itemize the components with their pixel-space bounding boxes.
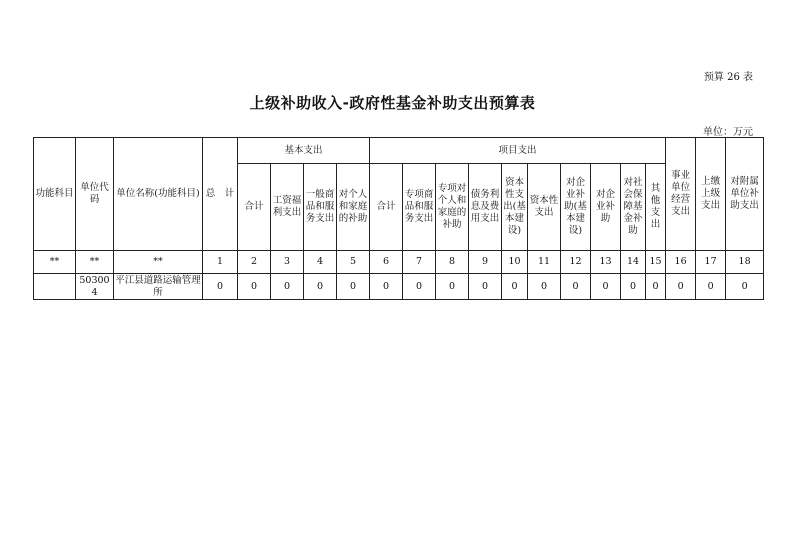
data-cell: 0 bbox=[502, 274, 528, 300]
header-basic-col: 一般商品和服务支出 bbox=[304, 164, 337, 251]
index-cell: 3 bbox=[271, 251, 304, 274]
data-cell: 0 bbox=[646, 274, 666, 300]
header-subsidiary: 对附属单位补助支出 bbox=[726, 138, 764, 251]
index-cell: 9 bbox=[469, 251, 502, 274]
data-cell: 0 bbox=[271, 274, 304, 300]
index-cell: 16 bbox=[666, 251, 696, 274]
data-cell: 0 bbox=[238, 274, 271, 300]
header-project-col: 专项对个人和家庭的补助 bbox=[436, 164, 469, 251]
data-cell: 0 bbox=[561, 274, 591, 300]
header-project: 项目支出 bbox=[370, 138, 666, 164]
unit-label: 单位：万元 bbox=[703, 127, 753, 138]
header-project-col: 对社会保障基金补助 bbox=[621, 164, 646, 251]
header-basic: 基本支出 bbox=[238, 138, 370, 164]
index-cell: 12 bbox=[561, 251, 591, 274]
data-cell: 0 bbox=[403, 274, 436, 300]
index-cell: 14 bbox=[621, 251, 646, 274]
header-project-col: 合计 bbox=[370, 164, 403, 251]
index-row bbox=[34, 251, 764, 274]
index-cell: 15 bbox=[646, 251, 666, 274]
data-cell bbox=[34, 274, 76, 300]
header-unit-name: 单位名称(功能科目) bbox=[114, 138, 203, 251]
header-project-col: 资本性支出(基本建设) bbox=[502, 164, 528, 251]
index-cell: 10 bbox=[502, 251, 528, 274]
header-project-col: 对企业补助 bbox=[591, 164, 621, 251]
header-project-col: 资本性支出 bbox=[528, 164, 561, 251]
index-cell: ** bbox=[34, 251, 76, 274]
header-unit-code: 单位代码 bbox=[76, 138, 114, 251]
header-basic-col: 工资福利支出 bbox=[271, 164, 304, 251]
index-cell: 1 bbox=[203, 251, 238, 274]
data-cell-unit-code: 503004 bbox=[76, 274, 114, 300]
index-cell: 17 bbox=[696, 251, 726, 274]
index-cell: 4 bbox=[304, 251, 337, 274]
data-cell: 0 bbox=[436, 274, 469, 300]
index-cell: 8 bbox=[436, 251, 469, 274]
header-total: 总 计 bbox=[203, 138, 238, 251]
header-project-col: 债务利息及费用支出 bbox=[469, 164, 502, 251]
data-cell: 0 bbox=[621, 274, 646, 300]
header-upper: 上缴上级支出 bbox=[696, 138, 726, 251]
header-biz-op: 事业单位经营支出 bbox=[666, 138, 696, 251]
header-project-col: 专项商品和服务支出 bbox=[403, 164, 436, 251]
data-cell: 0 bbox=[304, 274, 337, 300]
index-cell: 18 bbox=[726, 251, 764, 274]
data-cell: 0 bbox=[528, 274, 561, 300]
index-cell: 13 bbox=[591, 251, 621, 274]
data-cell: 0 bbox=[696, 274, 726, 300]
header-project-col: 对企业补助(基本建设) bbox=[561, 164, 591, 251]
data-cell: 0 bbox=[469, 274, 502, 300]
index-cell: 7 bbox=[403, 251, 436, 274]
data-cell: 0 bbox=[726, 274, 764, 300]
header-basic-col: 对个人和家庭的补助 bbox=[337, 164, 370, 251]
index-cell: ** bbox=[76, 251, 114, 274]
page-label: 预算 26 表 bbox=[703, 72, 753, 83]
index-cell: 5 bbox=[337, 251, 370, 274]
index-cell: 6 bbox=[370, 251, 403, 274]
table-row bbox=[34, 274, 764, 300]
data-cell: 0 bbox=[337, 274, 370, 300]
data-cell: 0 bbox=[666, 274, 696, 300]
index-cell: 11 bbox=[528, 251, 561, 274]
header-basic-col: 合计 bbox=[238, 164, 271, 251]
index-cell: 2 bbox=[238, 251, 271, 274]
header-func-subject: 功能科目 bbox=[34, 138, 76, 251]
data-cell: 0 bbox=[203, 274, 238, 300]
data-cell-unit-name: 平江县道路运输管理所 bbox=[115, 274, 201, 298]
data-cell: 0 bbox=[591, 274, 621, 300]
data-cell: 0 bbox=[370, 274, 403, 300]
page-title: 上级补助收入-政府性基金补助支出预算表 bbox=[249, 94, 536, 112]
budget-table bbox=[33, 137, 764, 300]
index-cell: ** bbox=[114, 251, 203, 274]
header-project-col: 其他支出 bbox=[646, 164, 666, 251]
